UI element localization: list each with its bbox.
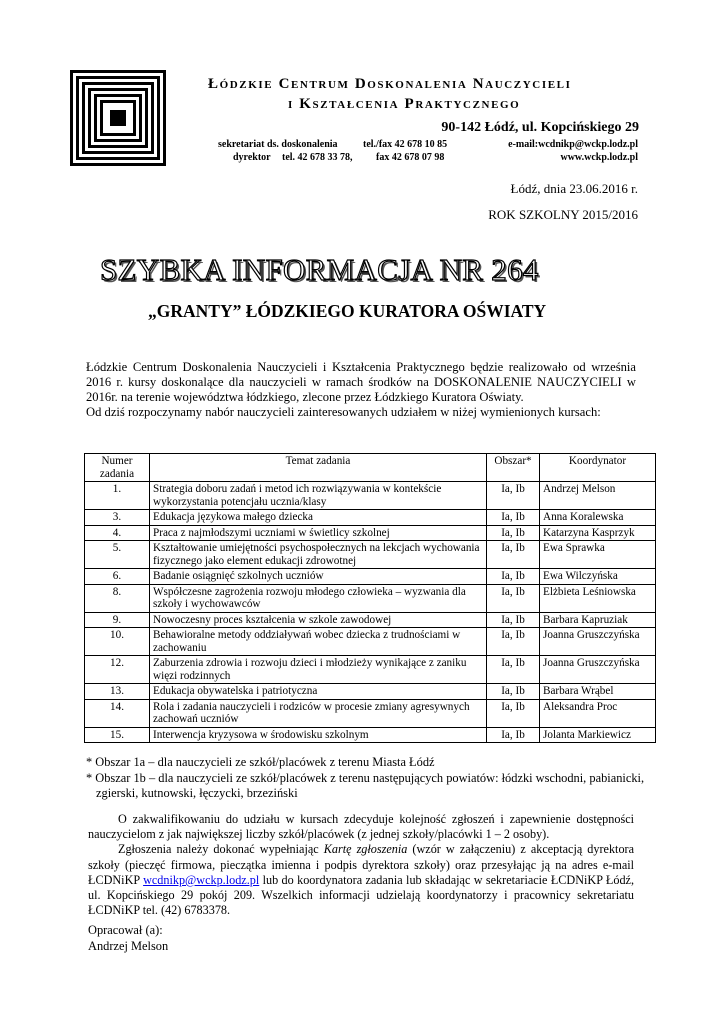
cell-area: Ia, Ib — [487, 525, 540, 541]
application-form-name: Kartę zgłoszenia — [323, 842, 408, 857]
document-date: Łódź, dnia 23.06.2016 r. — [510, 181, 638, 196]
intro-paragraph: Łódzkie Centrum Doskonalenia Nauczycieli i Kształcenia Praktycznego będzie realizowało od września 2016 r. kursy doskonalące dla nauczycieli w ramach środków na DOSKONALENIE NAUCZYCIELI w 2016r. na terenie województwa łódzkiego, zlecone przez Łódzkiego Kuratora Oświaty. — [86, 360, 636, 404]
table-row — [85, 510, 656, 526]
cell-area: Ia, Ib — [487, 727, 540, 743]
cell-theme: Behawioralne metody oddziaływań wobec dziecka z trudnościami w zachowaniu — [150, 628, 487, 656]
cell-area: Ia, Ib — [487, 684, 540, 700]
cell-area: Ia, Ib — [487, 482, 540, 510]
cell-coordinator: Ewa Wilczyńska — [540, 569, 656, 585]
cell-number: 6. — [85, 569, 150, 585]
director-fax: fax 42 678 07 98 — [376, 152, 445, 163]
header-theme: Temat zadania — [150, 454, 487, 482]
header-coordinator: Koordynator — [540, 454, 656, 482]
cell-number: 12. — [85, 656, 150, 684]
institution-logo — [70, 70, 166, 166]
email-link[interactable]: wcdnikp@wckp.lodz.pl — [143, 872, 260, 887]
cell-coordinator: Andrzej Melson — [540, 482, 656, 510]
cell-theme: Współczesne zagrożenia rozwoju młodego człowieka – wyzwania dla szkoły i wychowawców — [150, 584, 487, 612]
footnote-area-1b: * Obszar 1b – dla nauczycieli ze szkół/placówek z terenu następujących powiatów: łódzki wschodni, pabianicki, — [86, 770, 645, 785]
table-row — [85, 727, 656, 743]
application-text-a: Zgłoszenia należy dokonać wypełniając — [118, 842, 324, 857]
cell-theme: Rola i zadania nauczycieli i rodziców w procesie zmiany agresywnych zachowań uczniów — [150, 699, 487, 727]
table-row — [85, 569, 656, 585]
table-row — [85, 482, 656, 510]
cell-theme: Nowoczesny proces kształcenia w szkole zawodowej — [150, 612, 487, 628]
org-name-line2: i Kształcenia Praktycznego — [288, 96, 521, 112]
cell-coordinator: Joanna Gruszczyńska — [540, 656, 656, 684]
signature-block — [88, 923, 168, 954]
cell-coordinator: Barbara Wrąbel — [540, 684, 656, 700]
cell-area: Ia, Ib — [487, 541, 540, 569]
courses-table — [84, 453, 656, 743]
cell-theme: Badanie osiągnięć szkolnych uczniów — [150, 569, 487, 585]
author-name: Andrzej Melson — [88, 938, 169, 953]
cell-coordinator: Joanna Gruszczyńska — [540, 628, 656, 656]
cell-theme: Strategia doboru zadań i metod ich rozwiązywania w kontekście wykorzystania potencjału ucznia/klasy — [150, 482, 487, 510]
org-email: e-mail:wcdnikp@wckp.lodz.pl — [508, 139, 638, 150]
cell-number: 14. — [85, 699, 150, 727]
document-title: SZYBKA INFORMACJA NR 264 — [100, 252, 539, 287]
cell-area: Ia, Ib — [487, 628, 540, 656]
org-website: www.wckp.lodz.pl — [560, 152, 638, 163]
cell-number: 3. — [85, 510, 150, 526]
header-number: Numer zadania — [85, 454, 150, 482]
application-text-b: (wzór w załączeniu) z akceptacją dyrektora szkoły (pieczęć firmowa, pieczątka imienna i podpis dyrektora szkoły) oraz przesyłając ją na adres e-mail ŁCDNiKP — [88, 842, 635, 887]
table-row — [85, 584, 656, 612]
cell-theme: Zaburzenia zdrowia i rozwoju dzieci i młodzieży wynikające z zaniku więzi rodzinnych — [150, 656, 487, 684]
cell-number: 13. — [85, 684, 150, 700]
cell-number: 8. — [85, 584, 150, 612]
cell-number: 1. — [85, 482, 150, 510]
cell-coordinator: Barbara Kapruziak — [540, 612, 656, 628]
table-row — [85, 684, 656, 700]
cell-coordinator: Katarzyna Kasprzyk — [540, 525, 656, 541]
application-paragraph — [88, 842, 634, 918]
cell-theme: Edukacja językowa małego dziecka — [150, 510, 487, 526]
org-name-line1: Łódzkie Centrum Doskonalenia Nauczycieli — [208, 76, 572, 92]
table-row — [85, 699, 656, 727]
footnote-area-1b-continued: zgierski, kutnowski, łęczycki, brzeziński — [96, 786, 298, 800]
cell-number: 10. — [85, 628, 150, 656]
cell-coordinator: Jolanta Markiewicz — [540, 727, 656, 743]
cell-area: Ia, Ib — [487, 699, 540, 727]
document-subtitle: „GRANTY” ŁÓDZKIEGO KURATORA OŚWIATY — [148, 301, 547, 321]
director-phone: tel. 42 678 33 78, — [282, 152, 353, 163]
application-info — [88, 812, 634, 918]
cell-number: 5. — [85, 541, 150, 569]
table-row — [85, 656, 656, 684]
cell-area: Ia, Ib — [487, 569, 540, 585]
cell-number: 4. — [85, 525, 150, 541]
school-year: ROK SZKOLNY 2015/2016 — [488, 207, 638, 222]
table-row — [85, 525, 656, 541]
cell-area: Ia, Ib — [487, 612, 540, 628]
intro-section — [86, 360, 636, 420]
table-row — [85, 541, 656, 569]
cell-number: 9. — [85, 612, 150, 628]
cell-area: Ia, Ib — [487, 656, 540, 684]
prepared-by-label: Opracował (a): — [88, 923, 163, 937]
org-address: 90-142 Łódź, ul. Kopcińskiego 29 — [441, 120, 639, 135]
cell-coordinator: Aleksandra Proc — [540, 699, 656, 727]
area-footnotes — [86, 755, 666, 802]
table-row — [85, 628, 656, 656]
cell-area: Ia, Ib — [487, 584, 540, 612]
footnote-area-1a: * Obszar 1a – dla nauczycieli ze szkół/placówek z terenu Miasta Łódź — [86, 755, 435, 769]
cell-coordinator: Anna Koralewska — [540, 510, 656, 526]
cell-theme: Edukacja obywatelska i patriotyczna — [150, 684, 487, 700]
cell-area: Ia, Ib — [487, 510, 540, 526]
table-row — [85, 612, 656, 628]
secretariat-phone: tel./fax 42 678 10 85 — [363, 139, 448, 150]
cell-theme: Kształtowanie umiejętności psychospołecznych na lekcjach wychowania fizycznego jako element edukacji zdrowotnej — [150, 541, 487, 569]
cell-coordinator: Ewa Sprawka — [540, 541, 656, 569]
intro-call: Od dziś rozpoczynamy nabór nauczycieli zainteresowanych udziałem w niżej wymienionych kursach: — [86, 405, 601, 419]
qualification-paragraph: O zakwalifikowaniu do udziału w kursach zdecyduje kolejność zgłoszeń i zapewnienie dostępności nauczycielom z jak największej liczby szkół/placówek (z jednej szkoły/placówki 1 – 2 osoby). — [88, 812, 634, 842]
header-area: Obszar* — [487, 454, 540, 482]
cell-coordinator: Elżbieta Leśniowska — [540, 584, 656, 612]
cell-theme: Praca z najmłodszymi uczniami w świetlicy szkolnej — [150, 525, 487, 541]
director-label: dyrektor — [233, 152, 271, 163]
table-header-row — [85, 454, 656, 482]
application-text-c: lub do koordynatora zadania lub składając w sekretariacie ŁCDNiKP Łódź, ul. Kopcińskiego 29 pokój 209. Wszelkich informacji udzielają koordynatorzy i pracownicy sekretariatu ŁCDNiKP tel. (42) 6783378. — [88, 872, 634, 918]
secretariat-label: sekretariat ds. doskonalenia — [218, 139, 338, 150]
cell-theme: Interwencja kryzysowa w środowisku szkolnym — [150, 727, 487, 743]
cell-number: 15. — [85, 727, 150, 743]
